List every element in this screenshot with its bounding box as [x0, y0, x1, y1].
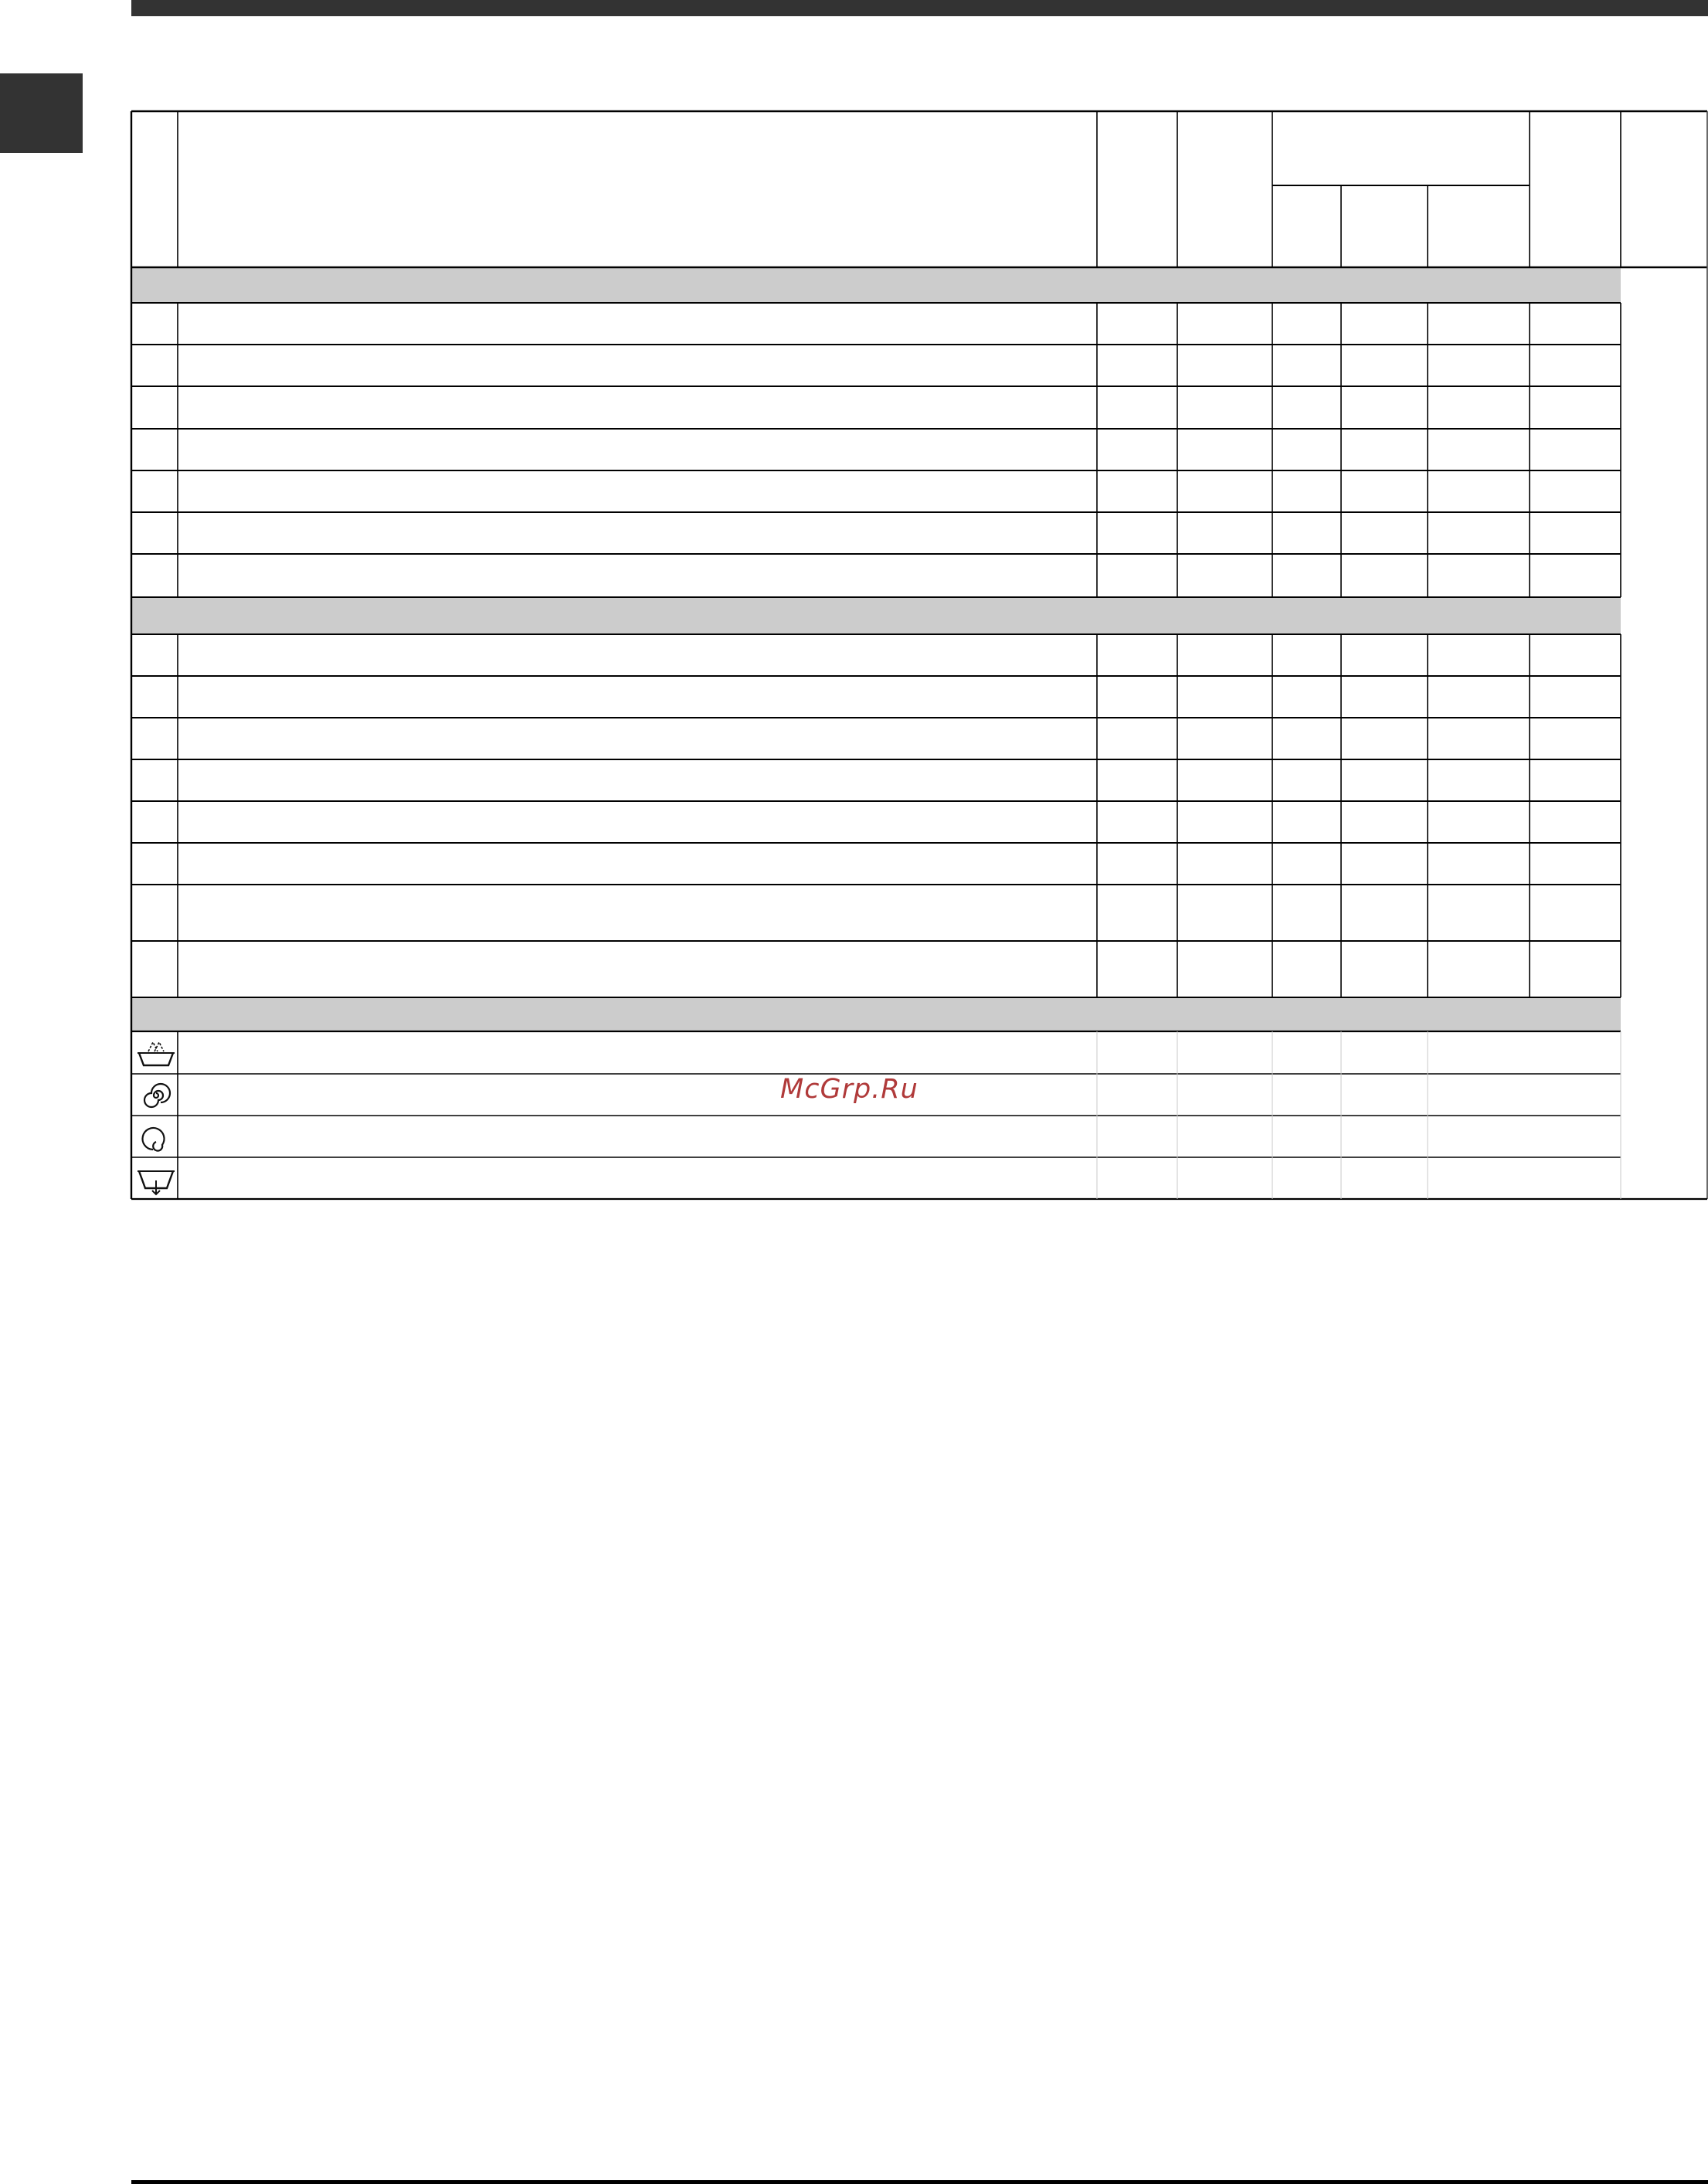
- rinse-icon: [136, 1038, 176, 1068]
- gentle-spin-icon: [141, 1122, 171, 1153]
- section-band: [131, 267, 1621, 303]
- bottom-rule: [131, 2180, 1708, 2184]
- drain-icon: [136, 1165, 176, 1196]
- spin-icon: [141, 1080, 171, 1111]
- section-band: [131, 997, 1621, 1031]
- watermark: McGrp.Ru: [780, 1074, 919, 1105]
- section-band: [131, 597, 1621, 634]
